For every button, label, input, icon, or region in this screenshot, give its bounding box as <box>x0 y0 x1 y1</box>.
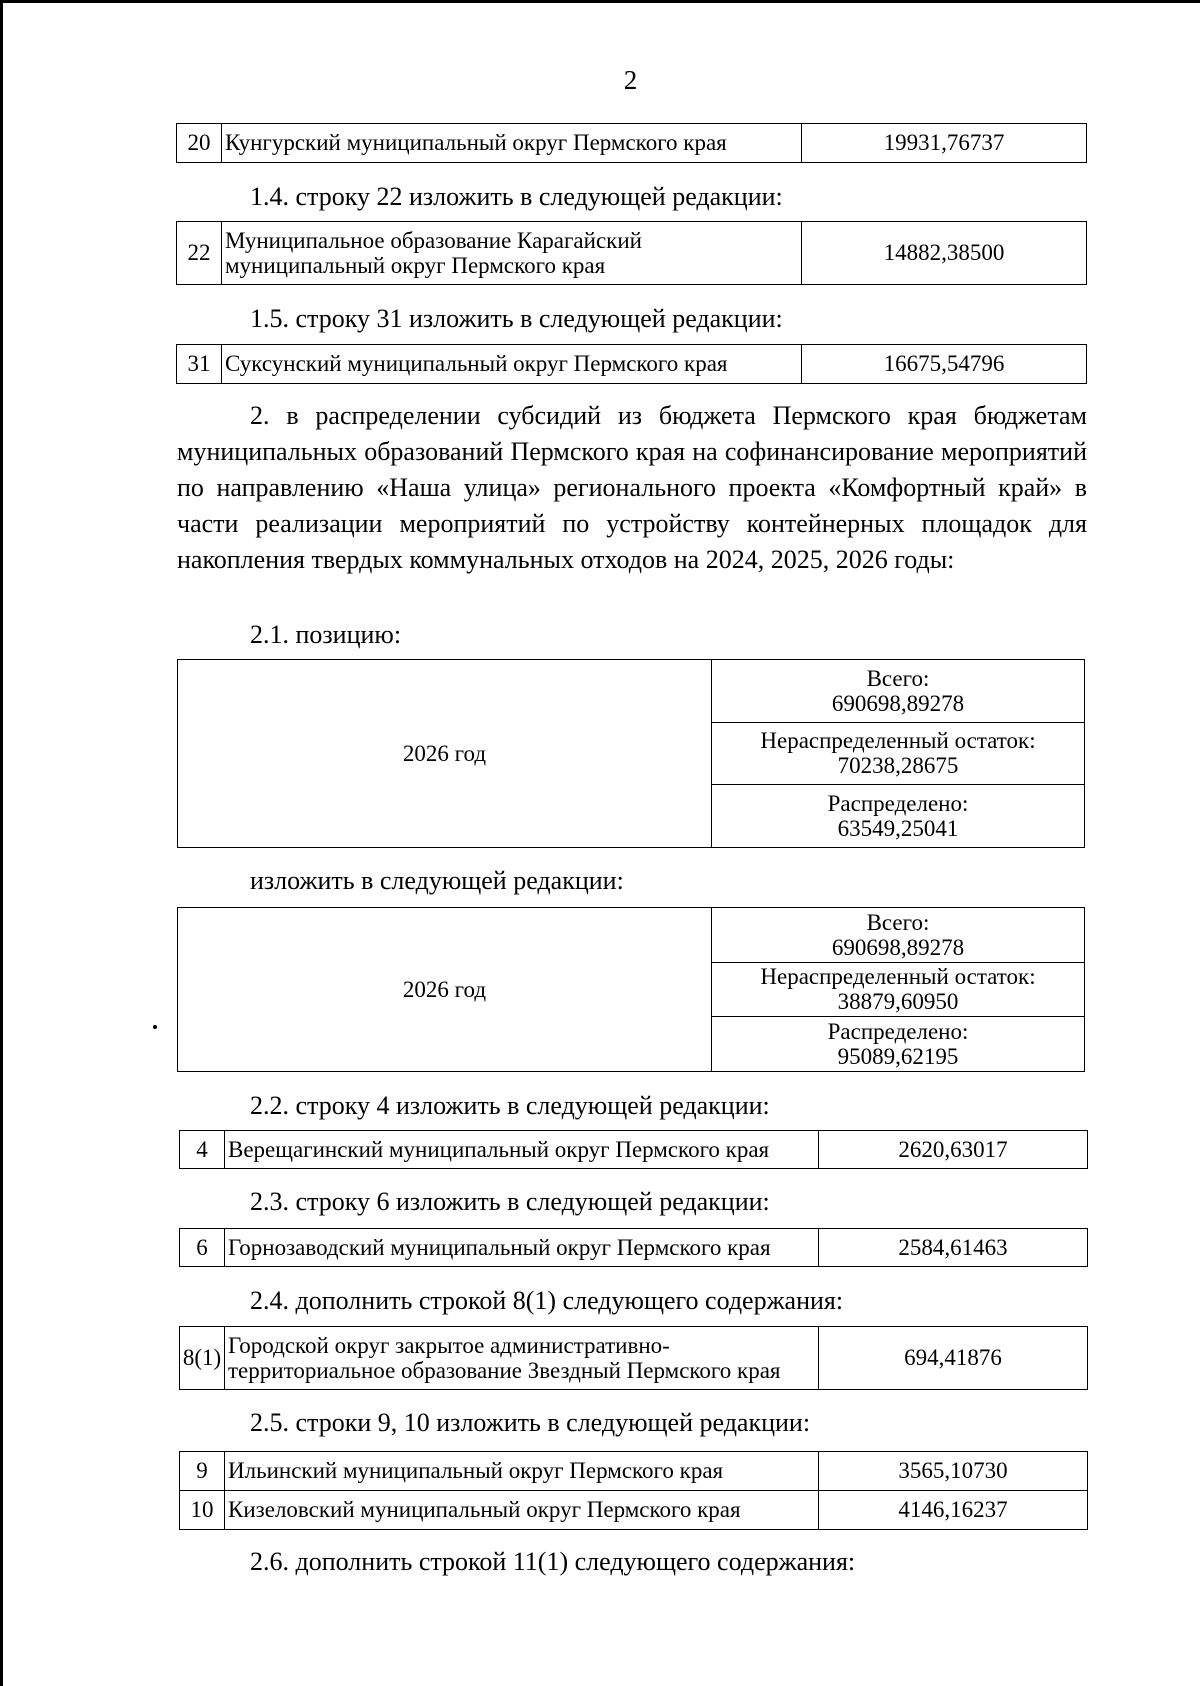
scan-speck <box>153 1025 157 1029</box>
remainder-value: 38879,60950 <box>837 989 959 1015</box>
municipality-name: Ильинский муниципальный округ Пермского края <box>225 1452 819 1491</box>
total-cell <box>712 908 1085 963</box>
amount-value: 19931,76737 <box>802 124 1087 163</box>
amount-value: 2584,61463 <box>819 1229 1088 1267</box>
table-rows-9-10 <box>179 1451 1088 1530</box>
table-row-6 <box>179 1228 1088 1267</box>
clause-2-5: 2.5. строки 9, 10 изложить в следующей редакции: <box>250 1408 811 1437</box>
row-number: 6 <box>180 1229 225 1267</box>
clause-2-6: 2.6. дополнить строкой 11(1) следующего содержания: <box>250 1547 856 1576</box>
table-row-8-1 <box>179 1326 1088 1390</box>
table-row-4 <box>179 1130 1088 1169</box>
clause-2-paragraph <box>177 398 1087 578</box>
amount-value: 4146,16237 <box>819 1491 1088 1530</box>
municipality-name <box>222 222 802 285</box>
row-number: 8(1) <box>180 1327 225 1390</box>
remainder-cell <box>712 962 1085 1017</box>
remainder-value: 70238,28675 <box>837 753 959 779</box>
municipality-name: Кунгурский муниципальный округ Пермского края <box>222 124 802 163</box>
table-row-22 <box>176 221 1087 285</box>
amount-value: 14882,38500 <box>802 222 1087 285</box>
name-line: Городской округ закрытое административно- <box>228 1332 670 1358</box>
position-table-new <box>177 907 1085 1072</box>
municipality-name: Кизеловский муниципальный округ Пермского края <box>225 1491 819 1530</box>
row-number: 20 <box>177 124 222 163</box>
year-cell: 2026 год <box>178 660 712 848</box>
municipality-name <box>225 1327 819 1390</box>
clause-1-5: 1.5. строку 31 изложить в следующей редакции: <box>250 304 783 333</box>
clause-2-4: 2.4. дополнить строкой 8(1) следующего содержания: <box>250 1286 844 1315</box>
name-line: муниципальный округ Пермского края <box>225 253 606 278</box>
clause-2-3: 2.3. строку 6 изложить в следующей редакции: <box>250 1187 770 1216</box>
row-number: 10 <box>180 1491 225 1530</box>
page-number: 2 <box>623 65 638 95</box>
row-number: 9 <box>180 1452 225 1491</box>
distributed-label: Распределено: <box>827 790 969 816</box>
total-label: Всего: <box>866 909 930 935</box>
distributed-cell <box>712 785 1085 848</box>
remainder-label: Нераспределенный остаток: <box>760 728 1036 754</box>
table-row-31 <box>176 344 1087 384</box>
distributed-value: 63549,25041 <box>837 816 959 842</box>
table-row <box>180 1452 1088 1491</box>
distributed-value: 95089,62195 <box>837 1044 959 1070</box>
municipality-name: Суксунский муниципальный округ Пермского края <box>222 345 802 384</box>
total-label: Всего: <box>866 665 930 691</box>
amount-value: 2620,63017 <box>819 1131 1088 1169</box>
distributed-label: Распределено: <box>827 1018 969 1044</box>
clause-1-4: 1.4. строку 22 изложить в следующей редакции: <box>250 182 783 211</box>
remainder-cell <box>712 722 1085 785</box>
clause-2-2: 2.2. строку 4 изложить в следующей редакции: <box>250 1091 770 1120</box>
row-number: 22 <box>177 222 222 285</box>
restate-instruction: изложить в следующей редакции: <box>250 866 624 895</box>
municipality-name: Верещагинский муниципальный округ Пермского края <box>225 1131 819 1169</box>
row-number: 4 <box>180 1131 225 1169</box>
row-number: 31 <box>177 345 222 384</box>
remainder-label: Нераспределенный остаток: <box>760 964 1036 990</box>
name-line: территориальное образование Звездный Пермского края <box>228 1358 781 1383</box>
name-line: Муниципальное образование Карагайский <box>225 227 642 253</box>
municipality-name: Горнозаводский муниципальный округ Пермского края <box>225 1229 819 1267</box>
distributed-cell <box>712 1017 1085 1072</box>
amount-value: 3565,10730 <box>819 1452 1088 1491</box>
total-value: 690698,89278 <box>831 934 965 960</box>
amount-value: 694,41876 <box>819 1327 1088 1390</box>
paragraph-text: 2. в распределении субсидий из бюджета Пермского края бюджетам муниципальных образований Пермского края на софинансирование мероприятий по направлению «Наша улица» регионального проекта «Комфортный край» в части реализации мероприятий по устройству контейнерных площадок для накопления твердых коммунальных отходов на 2024, 2025, 2026 годы: <box>177 401 1087 574</box>
table-row <box>180 1491 1088 1530</box>
total-value: 690698,89278 <box>831 690 965 716</box>
amount-value: 16675,54796 <box>802 345 1087 384</box>
position-table-old <box>177 659 1085 848</box>
year-cell: 2026 год <box>178 908 712 1072</box>
table-row-20 <box>176 123 1087 163</box>
total-cell <box>712 660 1085 723</box>
clause-2-1: 2.1. позицию: <box>250 620 402 649</box>
